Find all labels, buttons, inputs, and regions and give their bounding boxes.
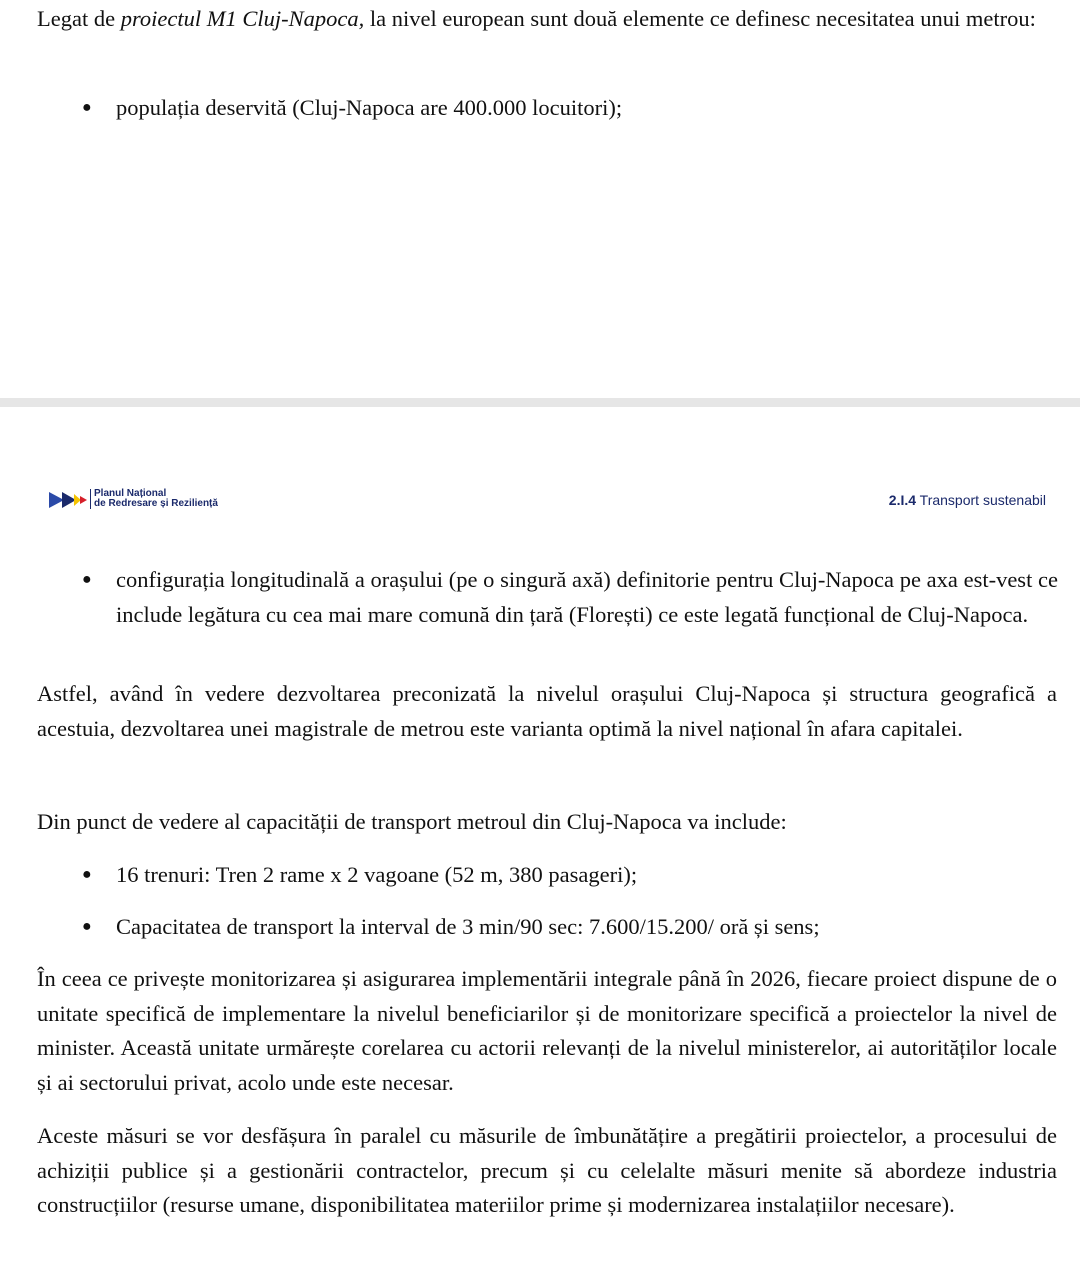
section-header <box>889 492 1046 508</box>
document-page-1 <box>0 0 1080 398</box>
section-title: Transport sustenabil <box>916 492 1046 508</box>
bullet-trains: 16 trenuri: Tren 2 rame x 2 vagoane (52 m, 380 pasageri); <box>116 862 638 887</box>
bullet-capacity: Capacitatea de transport la interval de 3 min/90 sec: 7.600/15.200/ oră și sens; <box>116 914 820 939</box>
bullet-configuration: configurația longitudinală a orașului (pe o singură axă) definitorie pentru Cluj-Napoca pe axa est-vest ce include legătura cu cea mai mare comună din țară (Florești) ce este legată funcțional de Cluj-Napoca. <box>116 567 1058 627</box>
section-number: 2.I.4 <box>888 492 917 508</box>
pnrr-logo-icon <box>49 490 89 510</box>
document-page-2 <box>0 407 1080 1281</box>
bullet-population: populația deservită (Cluj-Napoca are 400.000 locuitori); <box>116 95 623 120</box>
bullet-marker: ● <box>82 866 92 883</box>
paragraph-measures: Aceste măsuri se vor desfășura în paralel cu măsurile de îmbunătățire a pregătirii proiectelor, a procesului de achiziții publice și a gestionării contractelor, precum și cu celelalte măsuri menite să abordeze industria construcțiilor (resurse umane, disponibilitatea materiilor prime și modernizarea instalațiilor necesare). <box>37 1123 1057 1217</box>
bullet-marker: ● <box>82 918 92 935</box>
paragraph-monitoring: În ceea ce privește monitorizarea și asigurarea implementării integrale până în 2026, fiecare proiect dispune de o unitate specifică de implementare la nivelul beneficiarilor și de monitorizare specifică a proiectelor la nivel de minister. Această unitate urmărește corelarea cu actorii relevanți de la nivelul ministerelor, ai autorităților locale și ai sectorului privat, acolo unde este necesar. <box>37 966 1057 1095</box>
bullet-marker: ● <box>82 571 92 588</box>
bullet-marker: ● <box>82 99 92 116</box>
paragraph-astfel: Astfel, având în vedere dezvoltarea preconizată la nivelul orașului Cluj-Napoca și structura geografică a acestuia, dezvoltarea unei magistrale de metrou este varianta optimă la nivel național în afara capitalei. <box>37 681 1057 741</box>
paragraph-capacity-intro: Din punct de vedere al capacității de transport metroul din Cluj-Napoca va include: <box>37 809 787 834</box>
intro-paragraph: Legat de proiectul M1 Cluj-Napoca, la nivel european sunt două elemente ce definesc necesitatea unui metrou: <box>37 6 1036 31</box>
pnrr-logo-text: Planul Național de Redresare și Reziliență <box>90 489 218 509</box>
project-name: proiectul M1 Cluj-Napoca, <box>120 6 365 31</box>
